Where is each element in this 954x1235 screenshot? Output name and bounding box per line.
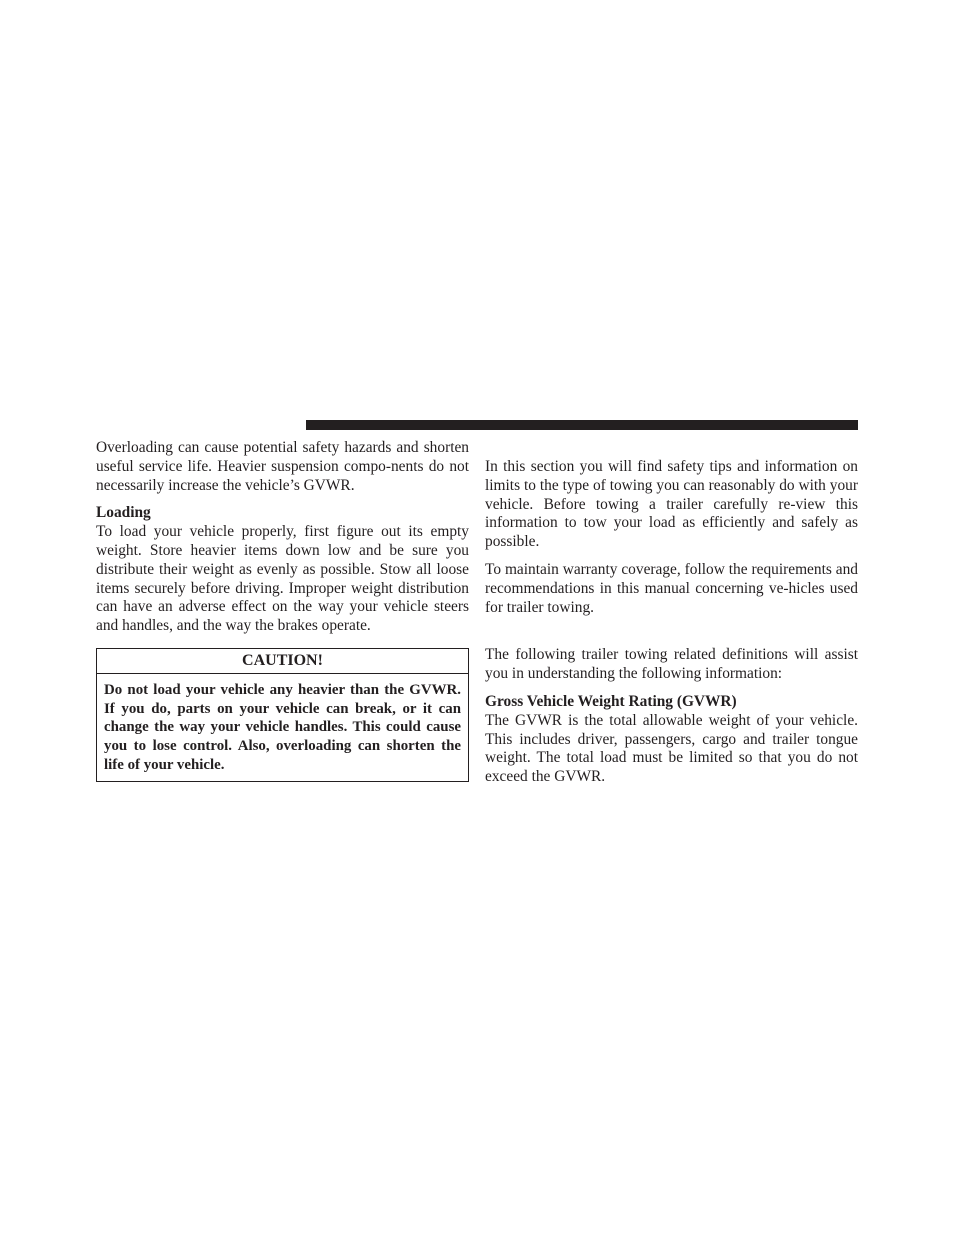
gvwr-paragraph: The GVWR is the total allowable weight of your vehicle. This includes driver, passengers, cargo and trailer tongue weight. The total load must be limited so that you do not exceed the GVWR. (485, 711, 858, 786)
caution-title: CAUTION! (97, 649, 468, 674)
right-column (485, 458, 858, 796)
definitions-intro-paragraph: The following trailer towing related definitions will assist you in understanding the following information: (485, 646, 858, 683)
loading-paragraph: To load your vehicle properly, first figure out its empty weight. Store heavier items down low and be sure you distribute their weight as evenly as possible. Stow all loose items securely before driving. Improper weight distribution can have an adverse effect on the way your vehicle steers and handles, and the way the brakes operate. (96, 523, 469, 635)
overloading-paragraph: Overloading can cause potential safety hazards and shorten useful service life. Heavier suspension compo-nents do not necessarily increase the vehicle’s GVWR. (96, 439, 469, 494)
loading-heading: Loading (96, 504, 151, 522)
caution-body: Do not load your vehicle any heavier than the GVWR. If you do, parts on your vehicle can break, or it can change the way your vehicle handles. This could cause you to lose control. Also, overloading can shorten the life of your vehicle. (104, 681, 461, 773)
warranty-paragraph: To maintain warranty coverage, follow the requirements and recommendations in this manual concerning ve-hicles used for trailer towing. (485, 560, 858, 616)
towing-intro-paragraph: In this section you will find safety tips and information on limits to the type of towing you can reasonably do with your vehicle. Before towing a trailer carefully re-view this information to tow your load as efficiently and safely as possible. (485, 458, 858, 551)
caution-box (96, 648, 469, 783)
section-header-bar (306, 420, 858, 430)
section-spacer (485, 626, 858, 646)
gvwr-heading: Gross Vehicle Weight Rating (GVWR) (485, 692, 737, 710)
left-column (96, 439, 469, 782)
